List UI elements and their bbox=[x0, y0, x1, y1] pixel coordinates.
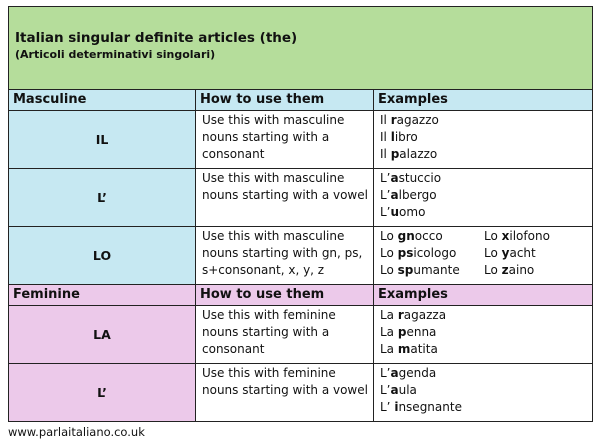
masculine-header: Masculine bbox=[9, 90, 196, 111]
feminine-header: Feminine bbox=[9, 285, 196, 306]
example-word: L’aula bbox=[380, 383, 417, 397]
article-la: LA bbox=[9, 306, 196, 364]
examples-l-masc bbox=[374, 169, 593, 227]
row-il bbox=[9, 111, 593, 169]
examples-lo-col1 bbox=[380, 228, 484, 279]
usage-la: Use this with feminine nouns starting with a consonant bbox=[196, 306, 374, 364]
footer-url: www.parlaitaliano.co.uk bbox=[8, 425, 145, 439]
masculine-usage-header: How to use them bbox=[196, 90, 374, 111]
examples-lo-col2 bbox=[484, 228, 588, 279]
usage-lo: Use this with masculine nouns starting with gn, ps, s+consonant, x, y, z bbox=[196, 227, 374, 285]
feminine-examples-header: Examples bbox=[374, 285, 593, 306]
example-word: L’ insegnante bbox=[380, 400, 462, 414]
feminine-usage-header: How to use them bbox=[196, 285, 374, 306]
examples-l-fem bbox=[374, 364, 593, 422]
page-subtitle: (Articoli determinativi singolari) bbox=[15, 48, 216, 61]
row-la bbox=[9, 306, 593, 364]
article-il: IL bbox=[9, 111, 196, 169]
example-word: La matita bbox=[380, 342, 438, 356]
example-word: L’agenda bbox=[380, 366, 437, 380]
example-word: Il libro bbox=[380, 130, 418, 144]
example-word: L’astuccio bbox=[380, 171, 442, 185]
title-banner bbox=[9, 7, 593, 90]
examples-lo bbox=[374, 227, 593, 285]
article-l-masc: L’ bbox=[9, 169, 196, 227]
articles-table bbox=[8, 6, 593, 422]
feminine-header-row bbox=[9, 285, 593, 306]
page-title: Italian singular definite articles (the) bbox=[15, 30, 298, 46]
example-word: L’albergo bbox=[380, 188, 437, 202]
example-word: Lo xilofono bbox=[484, 229, 550, 243]
article-lo: LO bbox=[9, 227, 196, 285]
example-word: Lo psicologo bbox=[380, 246, 457, 260]
examples-il bbox=[374, 111, 593, 169]
example-word: Il ragazzo bbox=[380, 113, 439, 127]
example-word: Lo zaino bbox=[484, 263, 535, 277]
usage-l-masc: Use this with masculine nouns starting with a vowel bbox=[196, 169, 374, 227]
article-l-fem: L’ bbox=[9, 364, 196, 422]
row-l-masc bbox=[9, 169, 593, 227]
example-word: Lo spumante bbox=[380, 263, 460, 277]
example-word: Lo yacht bbox=[484, 246, 536, 260]
examples-la bbox=[374, 306, 593, 364]
example-word: La penna bbox=[380, 325, 437, 339]
example-word: La ragazza bbox=[380, 308, 447, 322]
example-word: Il palazzo bbox=[380, 147, 438, 161]
usage-l-fem: Use this with feminine nouns starting with a vowel bbox=[196, 364, 374, 422]
masculine-examples-header: Examples bbox=[374, 90, 593, 111]
example-word: Lo gnocco bbox=[380, 229, 443, 243]
usage-il: Use this with masculine nouns starting with a consonant bbox=[196, 111, 374, 169]
row-lo bbox=[9, 227, 593, 285]
row-l-fem bbox=[9, 364, 593, 422]
masculine-header-row bbox=[9, 90, 593, 111]
example-word: L’uomo bbox=[380, 205, 426, 219]
